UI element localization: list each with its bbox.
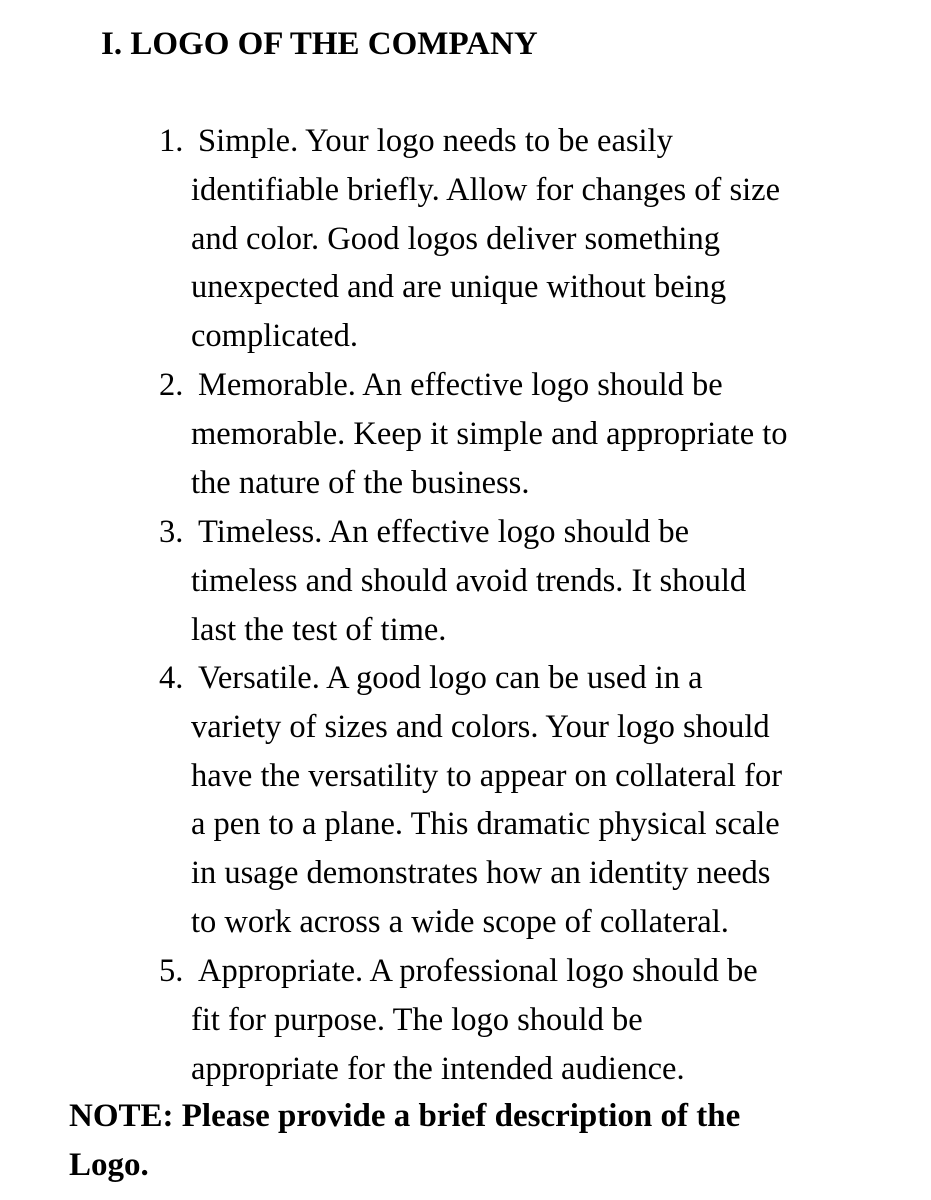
list-item-simple bbox=[159, 117, 889, 361]
list-item-text: Appropriate. A professional logo should be bbox=[198, 953, 758, 989]
list-item-text: Simple. Your logo needs to be easily bbox=[198, 123, 673, 159]
note-text: Logo. bbox=[69, 1147, 149, 1183]
list-item-text: complicated. bbox=[191, 318, 358, 355]
note-paragraph bbox=[69, 1092, 909, 1190]
list-item-text: last the test of time. bbox=[191, 611, 447, 648]
list-item-text: Versatile. A good logo can be used in a bbox=[198, 660, 703, 696]
list-number: 4. bbox=[159, 660, 184, 696]
list-item-text: variety of sizes and colors. Your logo should bbox=[191, 708, 770, 745]
list-item-text: fit for purpose. The logo should be bbox=[191, 1001, 643, 1038]
list-item-text: Memorable. An effective logo should be bbox=[198, 367, 723, 403]
list-item-text: unexpected and are unique without being bbox=[191, 269, 727, 306]
list-number: 5. bbox=[159, 953, 184, 989]
list-item-text: have the versatility to appear on collateral for bbox=[191, 757, 783, 794]
list-item-text: to work across a wide scope of collateral. bbox=[191, 903, 729, 940]
list-item-timeless bbox=[159, 508, 889, 654]
list-item-versatile bbox=[159, 654, 889, 947]
list-item-text: identifiable briefly. Allow for changes of size bbox=[191, 171, 781, 208]
list-item-text: a pen to a plane. This dramatic physical scale bbox=[191, 806, 780, 843]
list-item-text: Timeless. An effective logo should be bbox=[198, 514, 690, 550]
list-item-text: and color. Good logos deliver something bbox=[191, 220, 720, 257]
list-number: 2. bbox=[159, 367, 184, 403]
list-item-text: timeless and should avoid trends. It should bbox=[191, 562, 747, 599]
section-heading: I. LOGO OF THE COMPANY bbox=[101, 26, 538, 62]
list-number: 3. bbox=[159, 514, 184, 550]
list-item-text: the nature of the business. bbox=[191, 464, 530, 501]
list-item-memorable bbox=[159, 361, 889, 507]
list-item-text: memorable. Keep it simple and appropriate to bbox=[191, 415, 788, 452]
list-item-appropriate bbox=[159, 947, 889, 1093]
list-item-text: appropriate for the intended audience. bbox=[191, 1050, 685, 1087]
note-text: NOTE: Please provide a brief description of the bbox=[69, 1098, 741, 1134]
list-number: 1. bbox=[159, 123, 184, 159]
list-item-text: in usage demonstrates how an identity needs bbox=[191, 855, 771, 892]
